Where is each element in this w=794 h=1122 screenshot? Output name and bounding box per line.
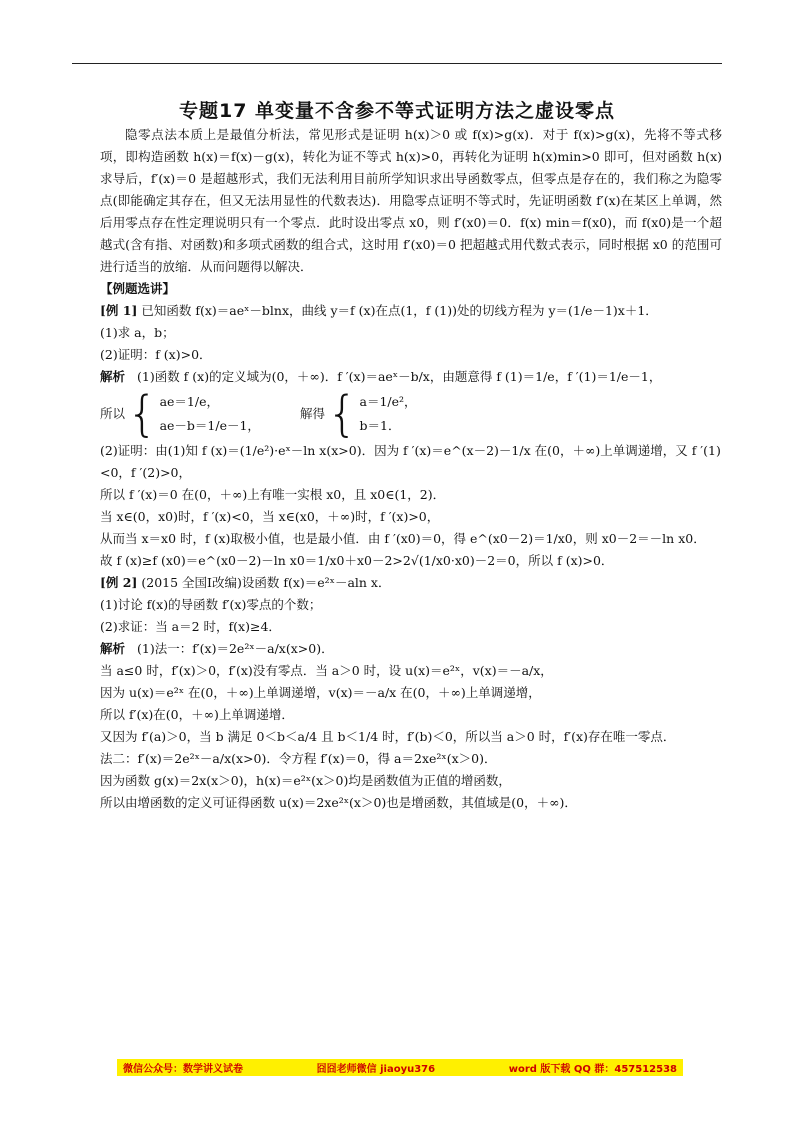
intro-paragraph: 隐零点法本质上是最值分析法，常见形式是证明 h(x)＞0 或 f(x)>g(x)．对于 f(x)>g(x)，先将不等式移项，即构造函数 h(x)＝f(x)－g(x)，转化为证不等式 h(x)>0，再转化为证明 h(x)min>0 即可，但对函数 h(x)求导后，f′(x)＝0 是超越形式，我们无法利用目前所学知识求出导函数零点，但零点是存在的，我们称之为隐零点(即能确定其存在，但又无法用显性的代数表达)．用隐零点证明不等式时，先证明函数 f′(x)在某区上单调，然后用零点存在性定理说明只有一个零点．此时设出零点 x0，则 f′(x0)＝0．f(x) min＝f(x0)，而 f(x0)是一个超越式(含有指、对函数)和多项式函数的组合式，这时用 f′(x0)＝0 把超越式用代数式表示，同时根据 x0 的范围可进行适当的放缩．从而问题得以解决． [100,127,722,274]
example2-q1: (1)讨论 f(x)的导函数 f′(x)零点的个数； [100,597,322,612]
section-heading: 【例题选讲】 [100,281,176,296]
example2-statement [100,572,722,594]
equation-system [160,390,260,438]
analysis-label: 解析 [100,641,126,656]
solution-a: a＝1/e²， [359,394,417,409]
example2-solution-start [100,638,722,660]
footer-qq-group: word 版下载 QQ 群：457512538 [508,1064,677,1075]
example1-proof-5: 故 f (x)≥f (x0)＝e^(x0－2)－ln x0＝1/x0＋x0－2>2√(1/x0·x0)－2＝0，所以 f (x)>0． [100,553,614,568]
example2-line-4: 又因为 f′(a)＞0，当 b 满足 0＜b＜a/4 且 b＜1/4 时，f′(b)＜0，所以当 a＞0 时，f′(x)存在唯一零点． [100,729,676,744]
example1-proof-4: 从而当 x＝x0 时，f (x)取极小值，也是最小值．由 f ′(x0)＝0，得 e^(x0－2)＝1/x0，则 x0－2＝－ln x0． [100,531,706,546]
example1-proof-2: 所以 f ′(x)＝0 在(0，＋∞)上有唯一实根 x0，且 x0∈(1，2)． [100,487,446,502]
solution-system [360,390,417,438]
example1-q1: (1)求 a，b； [100,325,175,340]
example1-label: [例 1] [100,303,138,318]
footer-wechat: 微信公众号：数学讲义试卷 [123,1064,243,1075]
analysis-label: 解析 [100,369,126,384]
example1-proof-1: (2)证明：由(1)知 f (x)＝(1/e²)·eˣ－ln x(x>0)．因为 f ′(x)＝e^(x－2)－1/x 在(0，＋∞)上单调递增，又 f ′(1)<0，f ′(2)>0， [100,443,721,480]
example2-line-1: 当 a≤0 时，f′(x)＞0，f′(x)没有零点．当 a＞0 时，设 u(x)＝e²ˣ，v(x)＝－a/x， [100,663,553,678]
example1-text: 已知函数 f(x)＝aeˣ－blnx，曲线 y＝f (x)在点(1，f (1))处的切线方程为 y＝(1/e－1)x＋1． [141,303,658,318]
system-eq2: ae－b＝1/e－1， [159,418,260,433]
footer-teacher: 囧囧老师微信 jiaoyu376 [316,1064,436,1075]
left-brace-icon: { [127,386,158,442]
example2-line-7: 所以由增函数的定义可证得函数 u(x)＝2xe²ˣ(x＞0)也是增函数，其值域是(0，＋∞)． [100,795,577,810]
example2-method2: 法二：f′(x)＝2e²ˣ－a/x(x>0)．令方程 f′(x)＝0，得 a＝2xe²ˣ(x＞0)． [100,751,497,766]
example1-step1: (1)函数 f (x)的定义域为(0，＋∞)．f ′(x)＝aeˣ－b/x，由题意得 f (1)＝1/e，f ′(1)＝1/e－1， [137,369,662,384]
header-rule [72,63,722,64]
page-title: 专题17 单变量不含参不等式证明方法之虚设零点 [178,100,616,122]
example1-proof-3: 当 x∈(0，x0)时，f ′(x)<0，当 x∈(x0，＋∞)时，f ′(x)>0， [100,509,440,524]
document-body [100,124,722,814]
example1-q2: (2)证明：f (x)>0． [100,347,212,362]
system-eq1: ae＝1/e， [159,394,219,409]
example1-statement [100,300,722,322]
example2-line-2: 因为 u(x)＝e²ˣ 在(0，＋∞)上单调递增，v(x)＝－a/x 在(0，＋∞)上单调递增， [100,685,541,700]
solution-prefix: 解得 [299,406,325,421]
equation-system-row [100,386,722,442]
left-brace-icon: { [326,386,358,442]
example1-solution-start [100,366,722,388]
system-prefix: 所以 [100,406,126,421]
solution-b: b＝1． [359,418,401,433]
footer-banner [117,1059,683,1076]
example2-line-6: 因为函数 g(x)＝2x(x＞0)，h(x)＝e²ˣ(x＞0)均是函数值为正值的增函数， [100,773,511,788]
example2-text: (2015 全国Ⅰ改编)设函数 f(x)＝e²ˣ－aln x． [141,575,391,590]
example2-label: [例 2] [100,575,138,590]
example2-step1: (1)法一：f′(x)＝2e²ˣ－a/x(x>0)． [137,641,334,656]
example2-q2: (2)求证：当 a＝2 时，f(x)≥4． [100,619,281,634]
example2-line-3: 所以 f′(x)在(0，＋∞)上单调递增． [100,707,294,722]
